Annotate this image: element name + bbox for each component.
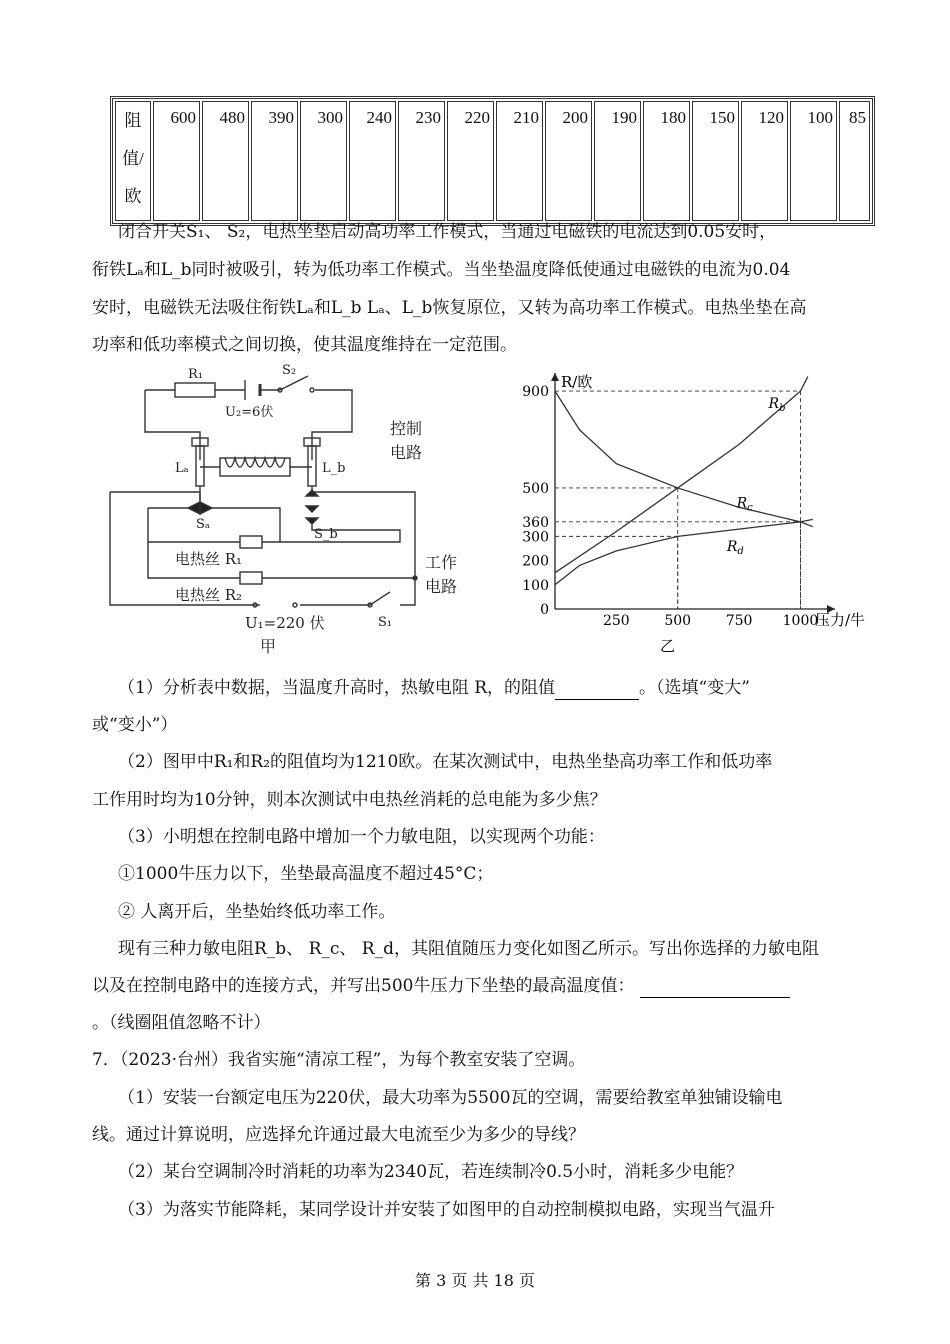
pressure-resistance-chart <box>495 365 866 665</box>
series-label-rb: $R_b$ <box>768 396 786 415</box>
q3-line-4: 现有三种力敏电阻R_b、 R_c、 R_d，其阻值随压力变化如图乙所示。写出你选择的力敏电阻 <box>118 939 819 959</box>
q1-text-a: （1）分析表中数据，当温度升高时，热敏电阻 R，的阻值 <box>118 678 556 698</box>
answer-blank-q1[interactable] <box>555 681 639 700</box>
intro-line-3: 安时，电磁铁无法吸住衔铁Lₐ和L_b Lₐ、L_b恢复原位，又转为高功率工作模式。电热坐垫在高 <box>92 298 807 318</box>
table-value-cell: 240 <box>349 101 396 221</box>
q3-line-6: 。（线圈阻值忽略不计） <box>92 1013 271 1033</box>
label-r1: R₁ <box>188 367 203 382</box>
table-value-cell: 85 <box>839 101 870 221</box>
answer-blank-q3[interactable] <box>640 979 790 998</box>
label-heater-2: 电热丝 R₂ <box>175 586 243 604</box>
y-tick-label: 300 <box>522 529 549 546</box>
page-footer: 第 3 页 共 18 页 <box>415 1271 535 1290</box>
series-label-rd: $R_d$ <box>726 538 744 557</box>
table-value-cell: 300 <box>300 101 347 221</box>
q2-line-1: （2）图甲中R₁和R₂的阻值均为1210欧。在某次测试中，电热坐垫高功率工作和低功率 <box>118 752 773 772</box>
circuit-diagram <box>100 360 480 660</box>
caption-jia: 甲 <box>260 637 277 656</box>
label-work-2: 电路 <box>425 577 458 596</box>
table-value-cell: 150 <box>692 101 739 221</box>
problem-7-title: 7．（2023·台州）我省实施“清凉工程”，为每个教室安装了空调。 <box>92 1050 586 1070</box>
x-tick-label: 500 <box>664 613 692 629</box>
header-char: 阻 <box>124 111 142 130</box>
q3-line-2: ①1000牛压力以下，坐垫最高温度不超过45°C； <box>118 864 494 884</box>
table-value-cell: 230 <box>398 101 445 221</box>
q1-line <box>118 676 893 700</box>
x-tick-label: 250 <box>602 613 630 629</box>
p7-q3-line: （3）为落实节能降耗，某同学设计并安装了如图甲的自动控制模拟电路，实现当气温升 <box>118 1200 775 1220</box>
label-sb: S_b <box>314 527 338 542</box>
table-value-cell: 210 <box>496 101 543 221</box>
header-char: 欧 <box>124 187 142 206</box>
label-control-2: 电路 <box>390 443 423 462</box>
chart-caption: 乙 <box>660 637 676 655</box>
table-value-cell: 600 <box>153 101 200 221</box>
y-tick-label: 900 <box>522 384 549 401</box>
p7-q1-line-1: （1）安装一台额定电压为220伏，最大功率为5500瓦的空调，需要给教室单独铺设输电 <box>118 1088 783 1108</box>
table-value-cell: 200 <box>545 101 592 221</box>
y-tick-label: 100 <box>522 577 549 594</box>
series-line-rd <box>555 519 813 584</box>
table-value-cell: 180 <box>643 101 690 221</box>
y-tick-label: 200 <box>522 553 549 570</box>
label-s2: S₂ <box>282 363 297 378</box>
table-value-cell: 190 <box>594 101 641 221</box>
p7-q2-line: （2）某台空调制冷时消耗的功率为2340瓦，若连续制冷0.5小时，消耗多少电能？ <box>118 1162 744 1182</box>
q3-line-5 <box>92 974 867 998</box>
intro-line-1: 闭合开关S₁、 S₂，电热坐垫启动高功率工作模式，当通过电磁铁的电流达到0.05安时， <box>118 222 777 242</box>
q3-line-3: ② 人离开后，坐垫始终低功率工作。 <box>118 902 396 922</box>
y-axis-arrow <box>551 373 559 381</box>
r1-resistor <box>175 383 215 397</box>
y-axis-label: R/欧 <box>561 373 593 391</box>
y-tick-label: 360 <box>522 514 549 531</box>
q1-line-2: 或“变小”） <box>92 715 178 735</box>
table-value-cell: 480 <box>202 101 249 221</box>
table-value-cell: 390 <box>251 101 298 221</box>
q3-text-e: 以及在控制电路中的连接方式，并写出500牛压力下坐垫的最高温度值： <box>92 976 635 996</box>
label-work-1: 工作 <box>425 553 458 572</box>
table-value-cell: 220 <box>447 101 494 221</box>
label-u2: U₂=6伏 <box>225 405 274 420</box>
label-u1: U₁=220 伏 <box>245 614 325 632</box>
intro-line-2: 衔铁Lₐ和L_b同时被吸引，转为低功率工作模式。当坐垫温度降低使通过电磁铁的电流为0.04 <box>92 260 791 280</box>
x-tick-label: 1000 <box>782 613 819 629</box>
x-tick-label: 750 <box>725 613 753 629</box>
y-tick-label: 0 <box>540 602 549 618</box>
table-value-cell: 100 <box>790 101 837 221</box>
intro-line-4: 功率和低功率模式之间切换，使其温度维持在一定范围。 <box>92 335 517 355</box>
table-header-cell <box>115 101 151 221</box>
table-row <box>115 101 870 221</box>
series-label-rc: $R_c$ <box>736 495 753 514</box>
resistance-table <box>110 96 875 226</box>
q2-line-2: 工作用时均为10分钟，则本次测试中电热丝消耗的总电能为多少焦？ <box>92 790 607 810</box>
x-axis-label: 压力/牛 <box>815 611 866 629</box>
table-value-cell: 120 <box>741 101 788 221</box>
y-tick-label: 500 <box>522 480 549 497</box>
label-lb: L_b <box>322 461 346 476</box>
q3-line-1: （3）小明想在控制电路中增加一个力敏电阻，以实现两个功能： <box>118 827 605 847</box>
p7-q1-line-2: 线。通过计算说明，应选择允许通过最大电流至少为多少的导线？ <box>92 1125 585 1145</box>
label-control-1: 控制 <box>390 419 423 438</box>
q1-text-b: 。（选填“变大” <box>639 678 750 698</box>
label-heater-1: 电热丝 R₁ <box>175 550 243 568</box>
label-sa: Sₐ <box>196 517 210 532</box>
label-la: Lₐ <box>175 461 189 476</box>
label-s1: S₁ <box>378 615 393 630</box>
header-char: 值/ <box>122 149 144 168</box>
